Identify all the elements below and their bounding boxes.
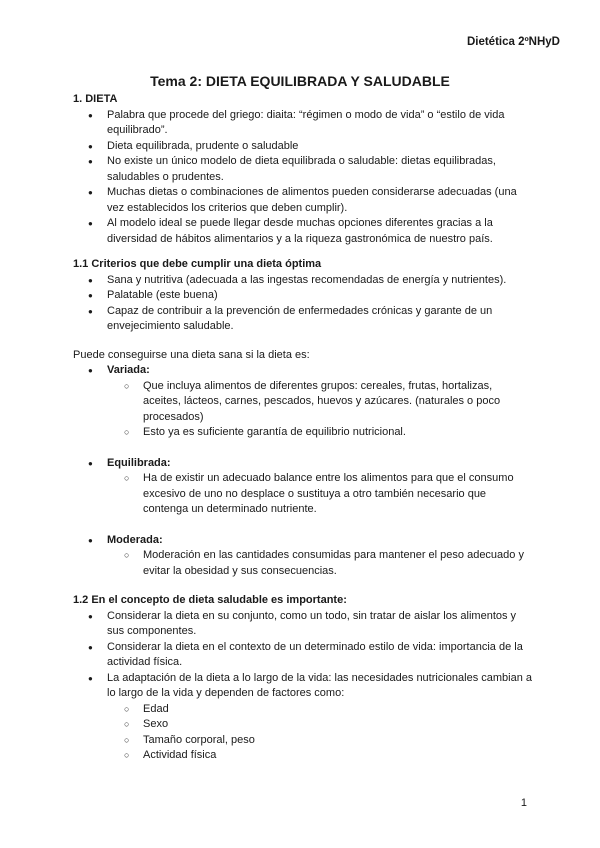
variada-label: Variada: [107,364,150,376]
list-item: ● Considerar la dieta en el contexto de un determinado estilo de vida: importancia de la actividad física. [73,640,533,671]
factors-sublist [117,702,533,764]
list-item: ○ Tamaño corporal, peso [117,733,533,749]
list-item: ● Considerar la dieta en su conjunto, como un todo, sin tratar de aislar los alimentos y sus componentes. [73,609,533,640]
list-item: ○ Sexo [117,717,533,733]
list-item: ● Capaz de contribuir a la prevención de enfermedades crónicas y garante de un envejecimiento saludable. [73,304,533,335]
equilibrada-sublist [117,471,533,518]
list-item: ○ Moderación en las cantidades consumidas para mantener el peso adecuado y evitar la obesidad y sus consecuencias. [117,548,533,579]
criterios-list [73,273,533,335]
moderada-label: Moderada: [107,533,163,546]
document-body [73,92,533,764]
list-item: ● Muchas dietas o combinaciones de alimentos pueden considerarse adecuadas (una vez establecidos los criterios que deben cumplir). [73,185,533,216]
moderada-sublist [117,548,533,579]
variada-item [73,363,533,441]
moderada-item [73,533,533,580]
list-item: ○ Ha de existir un adecuado balance entre los alimentos para que el consumo excesivo de uno no desplace o sustituya a otro también necesario que contenga un determinado nutriente. [117,471,533,518]
dieta-list [73,108,533,248]
equilibrada-label: Equilibrada: [107,456,171,469]
equilibrada-item [73,456,533,518]
document-header: Dietética 2ºNHyD [466,36,560,48]
list-item: ● Palabra que procede del griego: diaita: “régimen o modo de vida” o “estilo de vida equilibrado”. [73,108,533,139]
section-heading-criterios: 1.1 Criterios que debe cumplir una dieta óptima [73,258,322,270]
section-heading-dieta: 1. DIETA [73,93,118,105]
list-item [73,671,533,764]
list-item: ○ Actividad física [117,748,533,764]
list-item-text: La adaptación de la dieta a lo largo de la vida: las necesidades nutricionales cambian a lo largo de la vida y dependen de factores como: [107,671,533,699]
page-number: 1 [520,797,527,809]
intro-paragraph: Puede conseguirse una dieta sana si la dieta es: [73,348,310,361]
list-item: ○ Esto ya es suficiente garantía de equilibrio nutricional. [117,425,533,441]
list-item: ● Palatable (este buena) [73,288,533,304]
concepto-list [73,609,533,764]
dieta-sana-list [73,363,533,579]
section-heading-concepto: 1.2 En el concepto de dieta saludable es importante: [73,594,347,606]
list-item: ● Al modelo ideal se puede llegar desde muchas opciones diferentes gracias a la diversidad de hábitos alimentarios y a la riqueza gastronómica de nuestro país. [73,216,533,247]
list-item: ○ Que incluya alimentos de diferentes grupos: cereales, frutas, hortalizas, aceites, lácteos, carnes, pescados, huevos y azúcares. (naturales o poco procesados) [117,379,533,426]
list-item: ● Sana y nutritiva (adecuada a las ingestas recomendadas de energía y nutrientes). [73,273,533,289]
list-item: ● No existe un único modelo de dieta equilibrada o saludable: dietas equilibradas, saludables o prudentes. [73,154,533,185]
page-title: Tema 2: DIETA EQUILIBRADA Y SALUDABLE [150,73,450,89]
variada-sublist [117,379,533,441]
list-item: ○ Edad [117,702,533,718]
list-item: ● Dieta equilibrada, prudente o saludable [73,139,533,155]
